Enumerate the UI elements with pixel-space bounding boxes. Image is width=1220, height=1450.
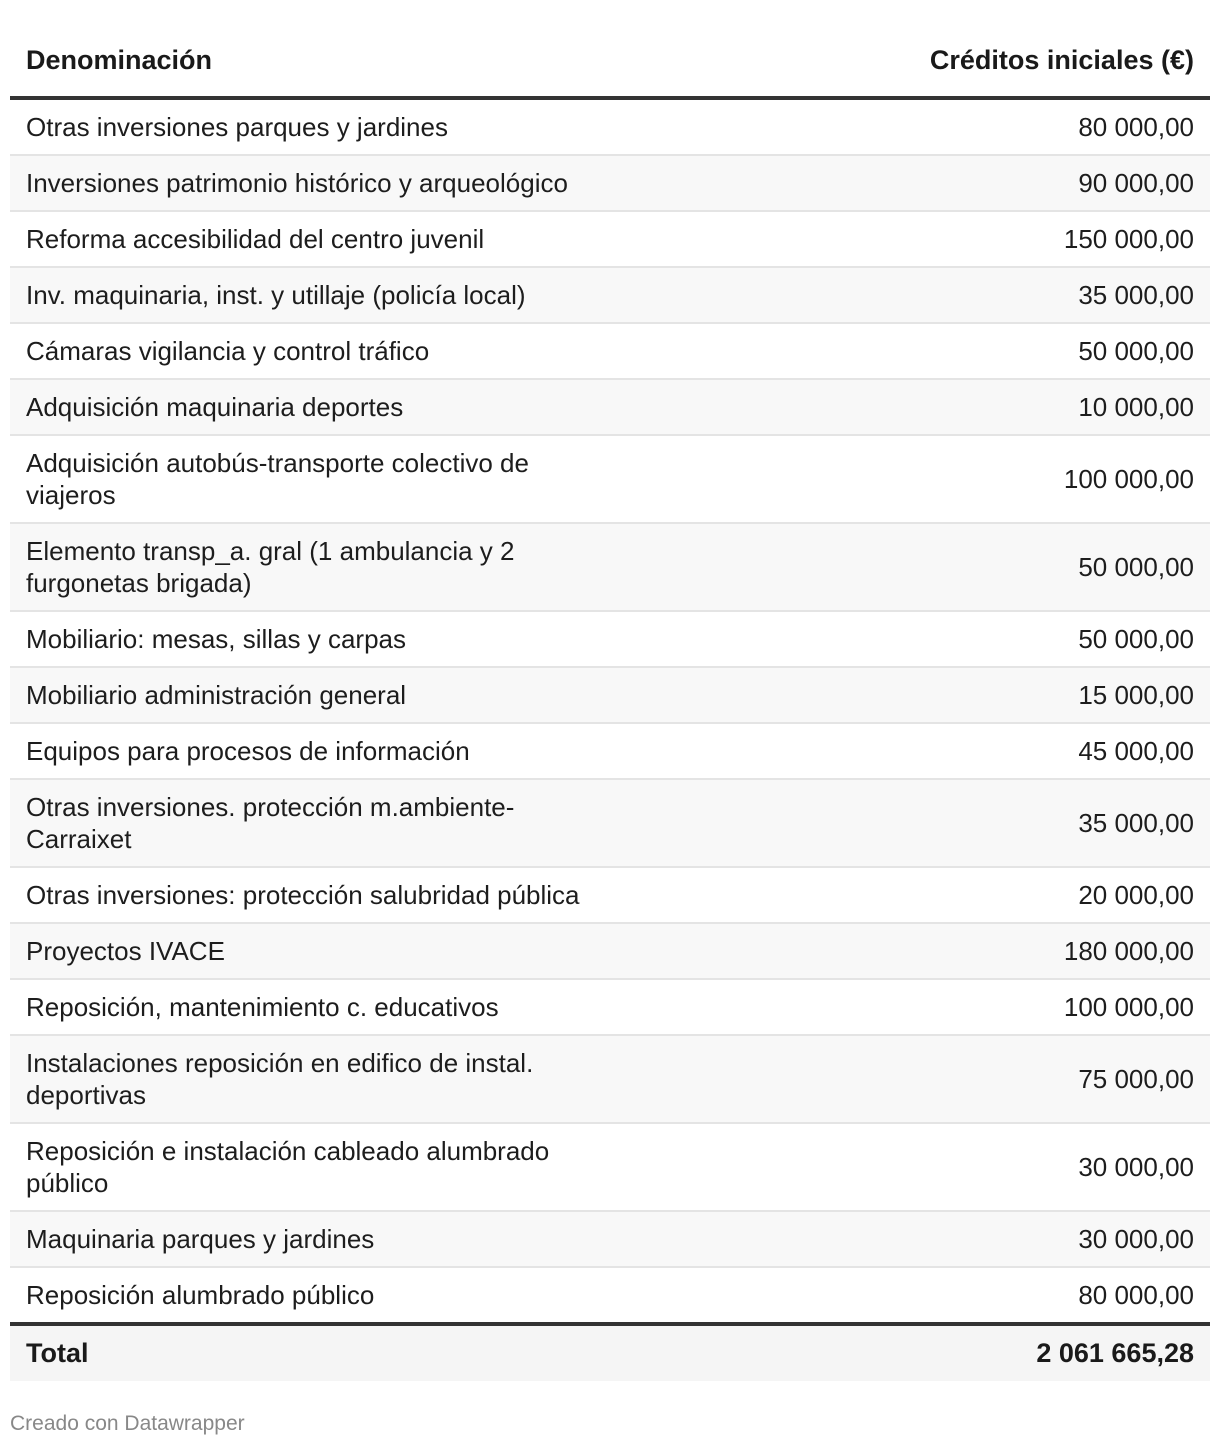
table-row (10, 779, 1210, 867)
row-denominacion (10, 435, 890, 523)
total-row (10, 1324, 1210, 1381)
table-row (10, 211, 1210, 267)
row-credito-value: 15 000,00 (890, 667, 1210, 723)
row-credito-value: 150 000,00 (890, 211, 1210, 267)
table-row (10, 267, 1210, 323)
row-credito-value: 45 000,00 (890, 723, 1210, 779)
total-label: Total (10, 1324, 890, 1381)
budget-table (10, 0, 1210, 1381)
row-credito-value: 100 000,00 (890, 435, 1210, 523)
row-denominacion (10, 1211, 890, 1267)
row-denominacion (10, 98, 890, 155)
row-denominacion (10, 523, 890, 611)
row-credito-value: 80 000,00 (890, 98, 1210, 155)
table-row (10, 667, 1210, 723)
table-row (10, 323, 1210, 379)
row-denominacion-text: Adquisición maquinaria deportes (26, 392, 404, 422)
row-credito-value: 50 000,00 (890, 523, 1210, 611)
row-credito-value: 10 000,00 (890, 379, 1210, 435)
table-body (10, 98, 1210, 1324)
row-credito-value: 35 000,00 (890, 267, 1210, 323)
table-row (10, 1267, 1210, 1324)
row-denominacion-text: Cámaras vigilancia y control tráfico (26, 336, 430, 366)
table-row (10, 523, 1210, 611)
table-row (10, 723, 1210, 779)
row-denominacion (10, 1123, 890, 1211)
row-denominacion-text: Instalaciones reposición en edifico de instal. deportivas (26, 1048, 534, 1110)
table-row (10, 611, 1210, 667)
table-row (10, 1211, 1210, 1267)
row-denominacion-text: Reposición alumbrado público (26, 1280, 375, 1310)
row-denominacion-text: Elemento transp_a. gral (1 ambulancia y 2 furgonetas brigada) (26, 536, 515, 598)
row-credito-value: 180 000,00 (890, 923, 1210, 979)
row-denominacion (10, 867, 890, 923)
row-credito-value: 30 000,00 (890, 1211, 1210, 1267)
budget-table-container (10, 0, 1210, 1381)
row-denominacion-text: Mobiliario administración general (26, 680, 407, 710)
row-credito-value: 80 000,00 (890, 1267, 1210, 1324)
row-denominacion-text: Adquisición autobús-transporte colectivo de viajeros (26, 448, 529, 510)
row-credito-value: 35 000,00 (890, 779, 1210, 867)
row-credito-value: 50 000,00 (890, 611, 1210, 667)
row-denominacion (10, 667, 890, 723)
row-denominacion-text: Equipos para procesos de información (26, 736, 470, 766)
table-row (10, 1123, 1210, 1211)
row-denominacion-text: Inversiones patrimonio histórico y arqueológico (26, 168, 568, 198)
table-row (10, 379, 1210, 435)
row-denominacion (10, 979, 890, 1035)
row-denominacion-text: Otras inversiones: protección salubridad pública (26, 880, 580, 910)
row-credito-value: 30 000,00 (890, 1123, 1210, 1211)
table-row (10, 867, 1210, 923)
table-row (10, 1035, 1210, 1123)
row-denominacion-text: Otras inversiones. protección m.ambiente-Carraixet (26, 792, 515, 854)
column-header-creditos[interactable]: Créditos iniciales (€) (890, 0, 1210, 98)
table-row (10, 98, 1210, 155)
table-row (10, 435, 1210, 523)
row-denominacion (10, 779, 890, 867)
row-denominacion-text: Reforma accesibilidad del centro juvenil (26, 224, 485, 254)
row-denominacion (10, 923, 890, 979)
row-denominacion (10, 1267, 890, 1324)
row-denominacion (10, 323, 890, 379)
row-denominacion (10, 1035, 890, 1123)
datawrapper-credit[interactable]: Creado con Datawrapper (10, 1412, 245, 1435)
column-header-denominacion[interactable]: Denominación (10, 0, 890, 98)
row-denominacion (10, 611, 890, 667)
total-value: 2 061 665,28 (890, 1324, 1210, 1381)
row-denominacion-text: Reposición, mantenimiento c. educativos (26, 992, 499, 1022)
table-header-row (10, 0, 1210, 98)
table-row (10, 923, 1210, 979)
row-denominacion (10, 723, 890, 779)
row-denominacion-text: Mobiliario: mesas, sillas y carpas (26, 624, 407, 654)
row-credito-value: 50 000,00 (890, 323, 1210, 379)
row-denominacion-text: Otras inversiones parques y jardines (26, 112, 448, 142)
row-credito-value: 100 000,00 (890, 979, 1210, 1035)
row-credito-value: 20 000,00 (890, 867, 1210, 923)
row-denominacion (10, 155, 890, 211)
row-credito-value: 75 000,00 (890, 1035, 1210, 1123)
row-denominacion-text: Reposición e instalación cableado alumbrado público (26, 1136, 550, 1198)
row-denominacion (10, 267, 890, 323)
row-denominacion-text: Proyectos IVACE (26, 936, 225, 966)
row-denominacion (10, 211, 890, 267)
row-denominacion-text: Maquinaria parques y jardines (26, 1224, 375, 1254)
row-credito-value: 90 000,00 (890, 155, 1210, 211)
row-denominacion (10, 379, 890, 435)
table-row (10, 155, 1210, 211)
table-row (10, 979, 1210, 1035)
row-denominacion-text: Inv. maquinaria, inst. y utillaje (policía local) (26, 280, 526, 310)
